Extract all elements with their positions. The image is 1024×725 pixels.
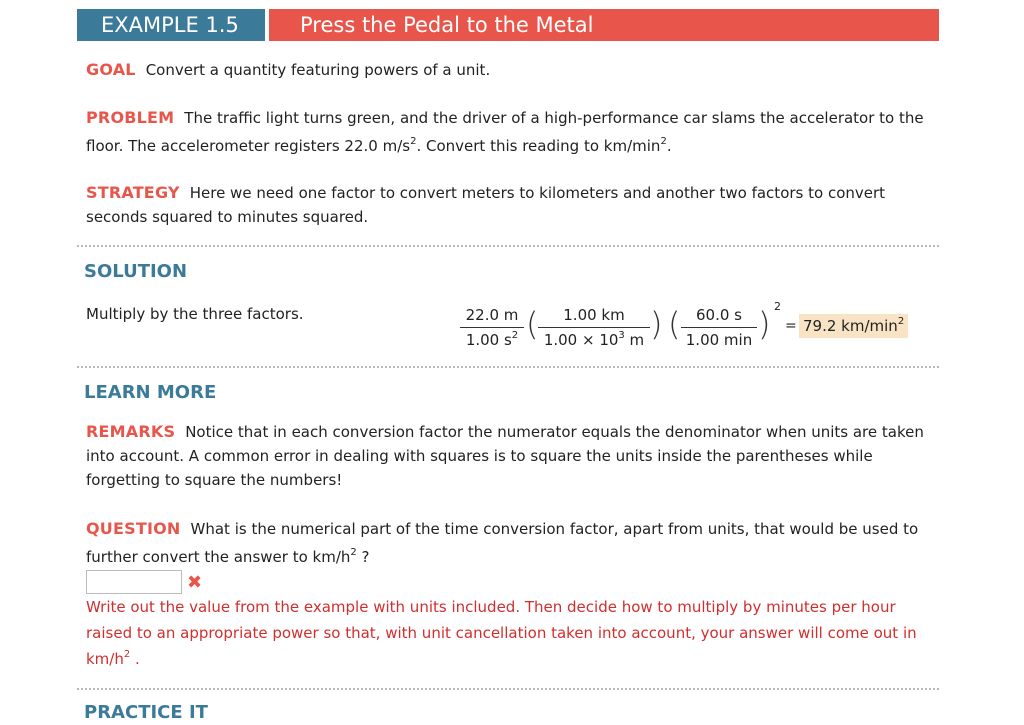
problem-paragraph (86, 104, 938, 160)
remarks-paragraph (86, 420, 938, 492)
strategy-paragraph (86, 181, 938, 229)
hint-tail: . (130, 650, 140, 668)
hint-text: Write out the value from the example with units included. Then decide how to multiply by minutes per hour raised to an appropriate power so that, with unit cancellation taken into account, your answer will come out in km/h (86, 598, 917, 668)
equation-exponent: 2 (774, 300, 781, 313)
factor-1-numerator: 22.0 m (460, 306, 524, 328)
remarks-text: Notice that in each conversion factor the numerator equals the denominator when units are taken into account. A common error in dealing with squares is to square the units inside the parentheses while forgetting to square the numbers! (86, 423, 924, 489)
result-highlight: 79.2 $km/\min^2$ (799, 314, 908, 338)
factor-1 (460, 306, 524, 349)
learn-more-heading: LEARN MORE (84, 382, 217, 403)
question-label: QUESTION (86, 519, 181, 538)
factor-2-denominator: $1.00 \times 10^3$ m (543, 330, 645, 349)
problem-text-1: The traffic light turns green, and the driver of a high-performance car slams the accelerator to the floor. The accelerometer registers 22.0 m/s (86, 109, 924, 155)
problem-label: PROBLEM (86, 108, 175, 127)
question-paragraph (86, 515, 938, 571)
factor-3 (681, 306, 757, 349)
factor-2 (538, 306, 650, 349)
question-tail: ? (356, 548, 370, 566)
question-sup: 2 (350, 547, 357, 558)
divider-3 (77, 688, 939, 690)
factor-3-numerator: 60.0 s (681, 306, 757, 328)
practice-heading: PRACTICE IT (84, 702, 208, 723)
goal-text: Convert a quantity featuring powers of a unit. (145, 61, 491, 79)
example-number: EXAMPLE 1.5 (77, 9, 265, 41)
right-paren-2: ) (758, 305, 771, 343)
question-text: What is the numerical part of the time conversion factor, apart from units, that would be used to further convert the answer to km/h (86, 520, 919, 566)
divider-1 (77, 245, 939, 247)
problem-text-3: . (666, 137, 672, 155)
equals-sign: = (785, 318, 797, 334)
solution-step-text: Multiply by the three factors. (86, 305, 304, 323)
example-header (77, 9, 939, 41)
remarks-label: REMARKS (86, 422, 176, 441)
factor-1-denominator: 1.00 $s^2$ (465, 330, 519, 349)
strategy-label: STRATEGY (86, 183, 180, 202)
factor-2-numerator: 1.00 km (538, 306, 650, 328)
incorrect-icon: ✖ (187, 572, 203, 593)
factor-3-denominator: 1.00 min (685, 331, 753, 349)
left-paren-1: ( (526, 305, 539, 343)
hint-paragraph (86, 594, 938, 672)
left-paren-2: ( (668, 305, 681, 343)
divider-2 (77, 366, 939, 368)
strategy-text: Here we need one factor to convert meters to kilometers and another two factors to convert seconds squared to minutes squared. (86, 184, 886, 226)
problem-text-2: . Convert this reading to km/min (416, 137, 661, 155)
solution-heading: SOLUTION (84, 261, 188, 282)
answer-input[interactable] (86, 570, 182, 594)
hint-sup: 2 (123, 649, 131, 660)
right-paren-1: ) (650, 305, 663, 343)
problem-sup-1: 2 (410, 136, 417, 147)
goal-label: GOAL (86, 60, 136, 79)
goal-paragraph (86, 56, 938, 84)
problem-sup-2: 2 (660, 136, 667, 147)
example-title: Press the Pedal to the Metal (269, 9, 939, 41)
